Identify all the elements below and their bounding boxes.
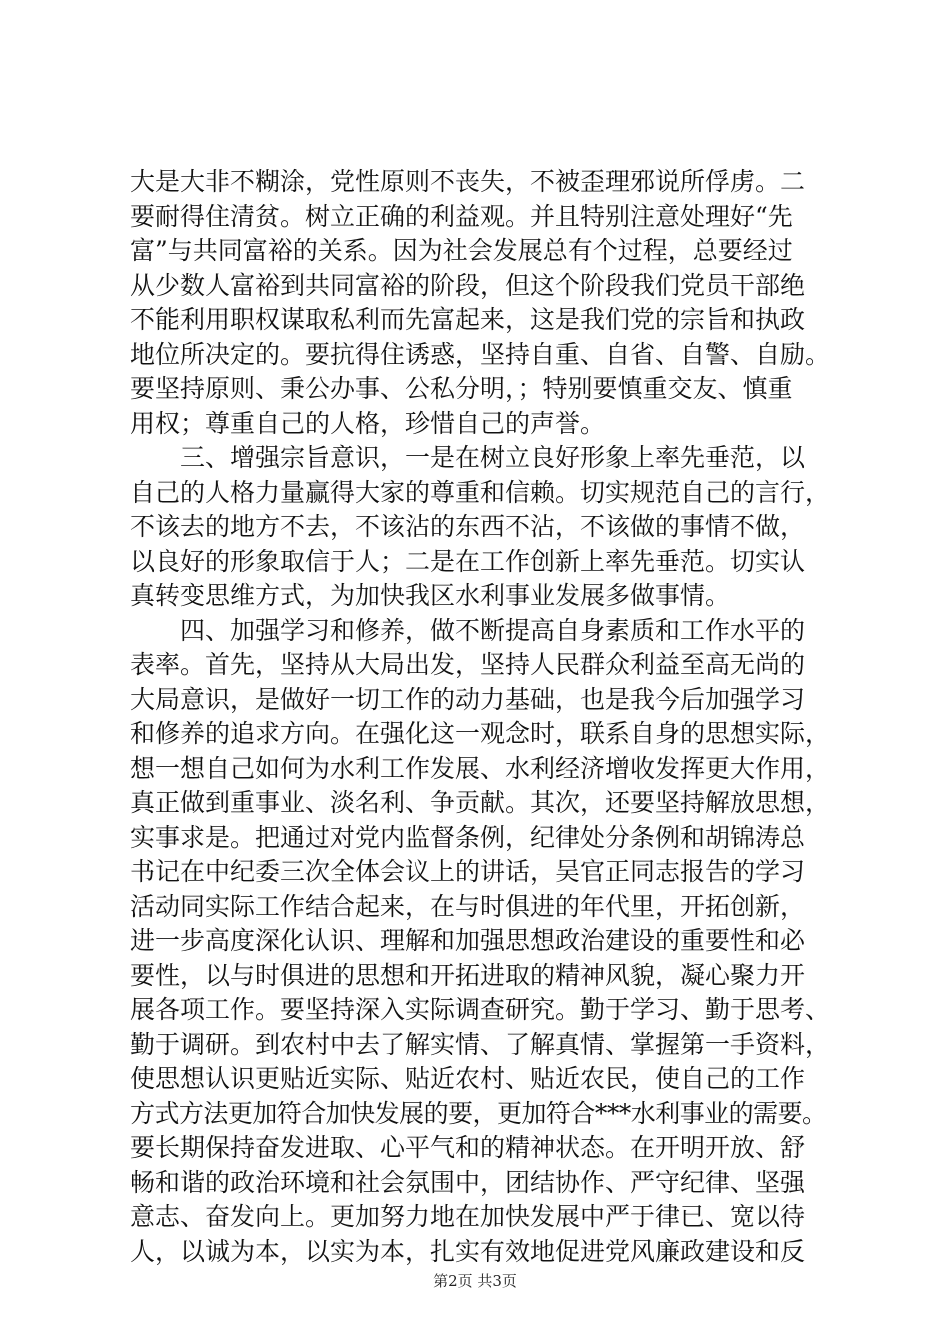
text-line: 自己的人格力量赢得大家的尊重和信赖。切实规范自己的言行， xyxy=(130,477,831,507)
text-line: 三、增强宗旨意识，一是在树立良好形象上率先垂范，以 xyxy=(130,443,806,472)
text-line: 用权；尊重自己的人格，珍惜自己的声誉。 xyxy=(130,408,606,438)
text-line: 实事求是。把通过对党内监督条例，纪律处分条例和胡锦涛总 xyxy=(130,822,806,852)
text-line: 要坚持原则、秉公办事、公私分明，；特别要慎重交友、慎重 xyxy=(130,374,793,403)
text-line: 从少数人富裕到共同富裕的阶段，但这个阶段我们党员干部绝 xyxy=(130,270,806,300)
text-line: 四、加强学习和修养，做不断提高自身素质和工作水平的 xyxy=(130,615,806,645)
text-line: 使思想认识更贴近实际、贴近农村、贴近农民，使自己的工作 xyxy=(130,1064,806,1093)
text-line: 进一步高度深化认识、理解和加强思想政治建设的重要性和必 xyxy=(130,926,806,955)
text-line: 人，以诚为本，以实为本，扎实有效地促进党风廉政建设和反 xyxy=(130,1236,806,1266)
body-text xyxy=(130,165,830,1269)
text-line: 畅和谐的政治环境和社会氛围中，团结协作、严守纪律、坚强 xyxy=(130,1167,806,1197)
text-line: 不该去的地方不去，不该沾的东西不沾，不该做的事情不做， xyxy=(130,512,806,541)
text-line: 要性，以与时俱进的思想和开拓进取的精神风貌，凝心聚力开 xyxy=(130,960,806,990)
text-line: 意志、奋发向上。更加努力地在加快发展中严于律已、宽以待 xyxy=(130,1202,806,1231)
text-line: 展各项工作。要坚持深入实际调查研究。勤于学习、勤于思考、 xyxy=(130,995,831,1024)
text-line: 要耐得住清贫。树立正确的利益观。并且特别注意处理好“先 xyxy=(130,201,793,231)
text-line: 地位所决定的。要抗得住诱惑，坚持自重、自省、自警、自励。 xyxy=(130,339,831,369)
page-number-footer: 第2页 共3页 xyxy=(433,1272,517,1290)
text-line: 表率。首先，坚持从大局出发，坚持人民群众利益至高无尚的 xyxy=(130,650,806,679)
text-line: 真转变思维方式，为加快我区水利事业发展多做事情。 xyxy=(130,581,731,610)
text-line: 活动同实际工作结合起来，在与时俱进的年代里，开拓创新， xyxy=(130,891,806,921)
text-line: 大局意识，是做好一切工作的动力基础，也是我今后加强学习 xyxy=(130,684,806,714)
text-line: 大是大非不糊涂，党性原则不丧失，不被歪理邪说所俘虏。二 xyxy=(130,167,806,196)
text-line: 富”与共同富裕的关系。因为社会发展总有个过程，总要经过 xyxy=(130,236,793,265)
text-line: 不能利用职权谋取私利而先富起来，这是我们党的宗旨和执政 xyxy=(130,305,806,334)
text-line: 勤于调研。到农村中去了解实情、了解真情、掌握第一手资料， xyxy=(130,1029,831,1059)
text-line: 和修养的追求方向。在强化这一观念时，联系自身的思想实际， xyxy=(130,719,831,748)
text-line: 想一想自己如何为水利工作发展、水利经济增收发挥更大作用， xyxy=(130,753,831,783)
text-line: 要长期保持奋发进取、心平气和的精神状态。在开明开放、舒 xyxy=(130,1133,806,1162)
text-line: 以良好的形象取信于人；二是在工作创新上率先垂范。切实认 xyxy=(130,546,806,576)
text-line: 真正做到重事业、淡名利、争贡献。其次，还要坚持解放思想， xyxy=(130,788,831,817)
text-line: 方式方法更加符合加快发展的要，更加符合***水利事业的需要。 xyxy=(130,1098,827,1128)
text-line: 书记在中纪委三次全体会议上的讲话，吴官正同志报告的学习 xyxy=(130,857,806,886)
